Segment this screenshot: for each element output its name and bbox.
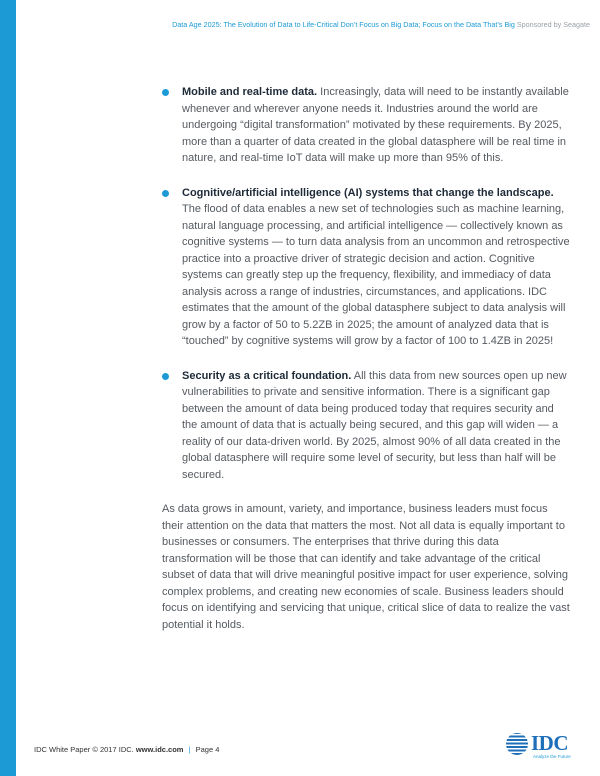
header-title: Data Age 2025: The Evolution of Data to Life-Critical Don’t Focus on Big Data; Focus on the Data That’s Big [172,20,515,29]
footer-page-number: Page 4 [195,745,220,754]
bullet-text: All this data from new sources open up new vulnerabilities to private and sensitive information. There is a significant gap between the amount of data being produced today that requires security and the amount of data that is actually being secured, and this gap will widen — a reality of our data-driven world. By 2025, almost 90% of all data created in the global datasphere will require some level of security, but less than half will be secured. [182,369,567,481]
idc-logo [506,731,582,761]
bullet-heading: Security as a critical foundation. [182,369,352,382]
closing-paragraph: As data grows in amount, variety, and importance, business leaders must focus their attention on the data that matters the most. Not all data is equally important to businesses or consumers. The enterprises that thrive during this data transformation will be those that can identify and take advantage of the critical subset of data that will drive meaningful positive impact for user experience, solving complex problems, and creating new economies of scale. Business leaders should focus on identifying and servicing that unique, critical slice of data to realize the vast potential it holds. [162,503,570,631]
bullet-text: Increasingly, data will need to be instantly available whenever and wherever anyone needs it. Industries around the world are undergoing “digital transformation” motivated by these requirements. By 2025, more than a quarter of data created in the global datasphere will be real time in nature, and real-time IoT data will make up more than 95% of this. [182,86,569,164]
globe-icon [506,733,528,755]
bullet-dot-icon [162,373,169,380]
header-sponsor: Sponsored by Seagate [516,20,590,29]
bullet-text: The flood of data enables a new set of technologies such as machine learning, natural language processing, and artificial intelligence — collectively known as cognitive systems — to turn data analysis from an uncommon and retrospective practice into a proactive driver of strategic decision and action. Cognitive systems can greatly step up the frequency, flexibility, and immediacy of data analysis across a range of industries, circumstances, and applications. IDC estimates that the amount of the global datasphere subject to data analysis will grow by a factor of 50 to 5.2ZB in 2025; the amount of analyzed data that is “touched” by cognitive systems will grow by a factor of 100 to 1.4ZB in 2025! [182,203,570,347]
bullet-item-security [162,368,572,484]
body-content [162,84,572,644]
bullet-heading: Mobile and real-time data. [182,86,318,98]
bullet-item-mobile [162,84,572,167]
page-footer [34,745,219,754]
footer-url-link[interactable]: www.idc.com [135,745,184,754]
footer-separator: | [188,745,191,754]
bullet-heading: Cognitive/artificial intelligence (AI) systems that change the landscape. [182,186,554,199]
bullet-item-cognitive [162,185,572,350]
logo-wordmark: IDC [531,731,569,755]
bullet-dot-icon [162,89,169,96]
logo-tagline: Analyze the Future [533,754,571,759]
footer-copyright: IDC White Paper © 2017 IDC. [34,745,134,754]
bullet-dot-icon [162,190,169,197]
running-header [150,20,590,29]
left-accent-bar [0,0,16,776]
